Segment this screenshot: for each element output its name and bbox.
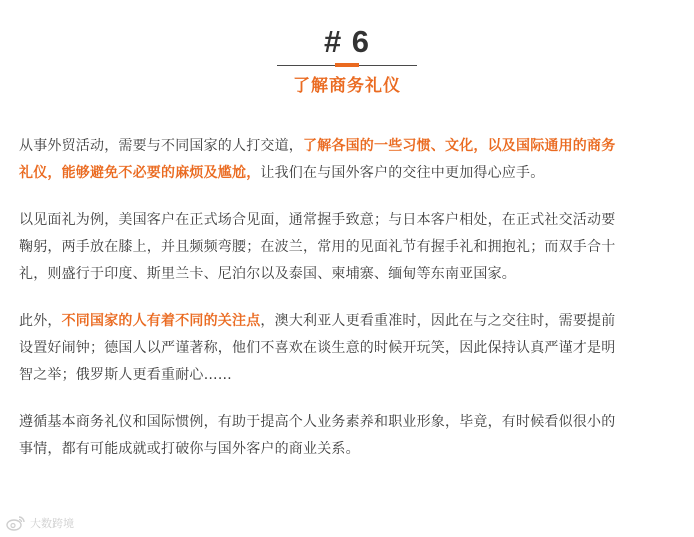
paragraph (19, 207, 675, 288)
body-text: 礼，则盛行于印度、斯里兰卡、尼泊尔以及泰国、柬埔寨、缅甸等东南亚国家。 (19, 266, 516, 282)
body-text: 让我们在与国外客户的交往中更加得心应手。 (260, 165, 545, 181)
highlighted-text: 了解各国的一些习惯、文化，以及国际通用的商务 (303, 138, 616, 154)
section-header (0, 24, 694, 98)
article-body (19, 133, 675, 483)
section-title: 了解商务礼仪 (293, 76, 401, 96)
paragraph (19, 308, 675, 389)
highlighted-text: 礼仪，能够避免不必要的麻烦及尴尬， (19, 165, 261, 181)
text-line (19, 335, 675, 362)
text-line (19, 261, 675, 288)
body-text: 此外， (19, 313, 62, 329)
body-text: ，澳大利亚人更看重准时，因此在与之交往时，需要提前 (260, 313, 616, 329)
weibo-icon (6, 515, 26, 531)
text-line (19, 308, 675, 335)
watermark-text: 大数跨境 (30, 517, 74, 530)
section-number: # 6 (323, 24, 371, 59)
paragraph (19, 409, 675, 463)
body-text: 遵循基本商务礼仪和国际惯例，有助于提高个人业务素养和职业形象，毕竟，有时候看似很小的 (19, 414, 616, 430)
watermark (6, 513, 74, 533)
text-line (19, 409, 675, 436)
text-line (19, 234, 675, 261)
body-text: 鞠躬，两手放在膝上，并且频频弯腰；在波兰，常用的见面礼节有握手礼和拥抱礼；而双手合十 (19, 239, 616, 255)
text-line (19, 436, 675, 463)
text-line (19, 160, 675, 187)
paragraph (19, 133, 675, 187)
body-text: 智之举；俄罗斯人更看重耐心…… (19, 367, 232, 383)
body-text: 事情，都有可能成就或打破你与国外客户的商业关系。 (19, 441, 360, 457)
text-line (19, 207, 675, 234)
text-line (19, 133, 675, 160)
highlighted-text: 不同国家的人有着不同的关注点 (61, 313, 261, 329)
header-divider (277, 62, 417, 70)
body-text: 设置好闹钟；德国人以严谨著称，他们不喜欢在谈生意的时候开玩笑，因此保持认真严谨才是明 (19, 340, 616, 356)
divider-accent (335, 63, 359, 67)
body-text: 从事外贸活动，需要与不同国家的人打交道， (19, 138, 303, 154)
body-text: 以见面礼为例，美国客户在正式场合见面，通常握手致意；与日本客户相处，在正式社交活动要 (19, 212, 616, 228)
text-line (19, 362, 675, 389)
